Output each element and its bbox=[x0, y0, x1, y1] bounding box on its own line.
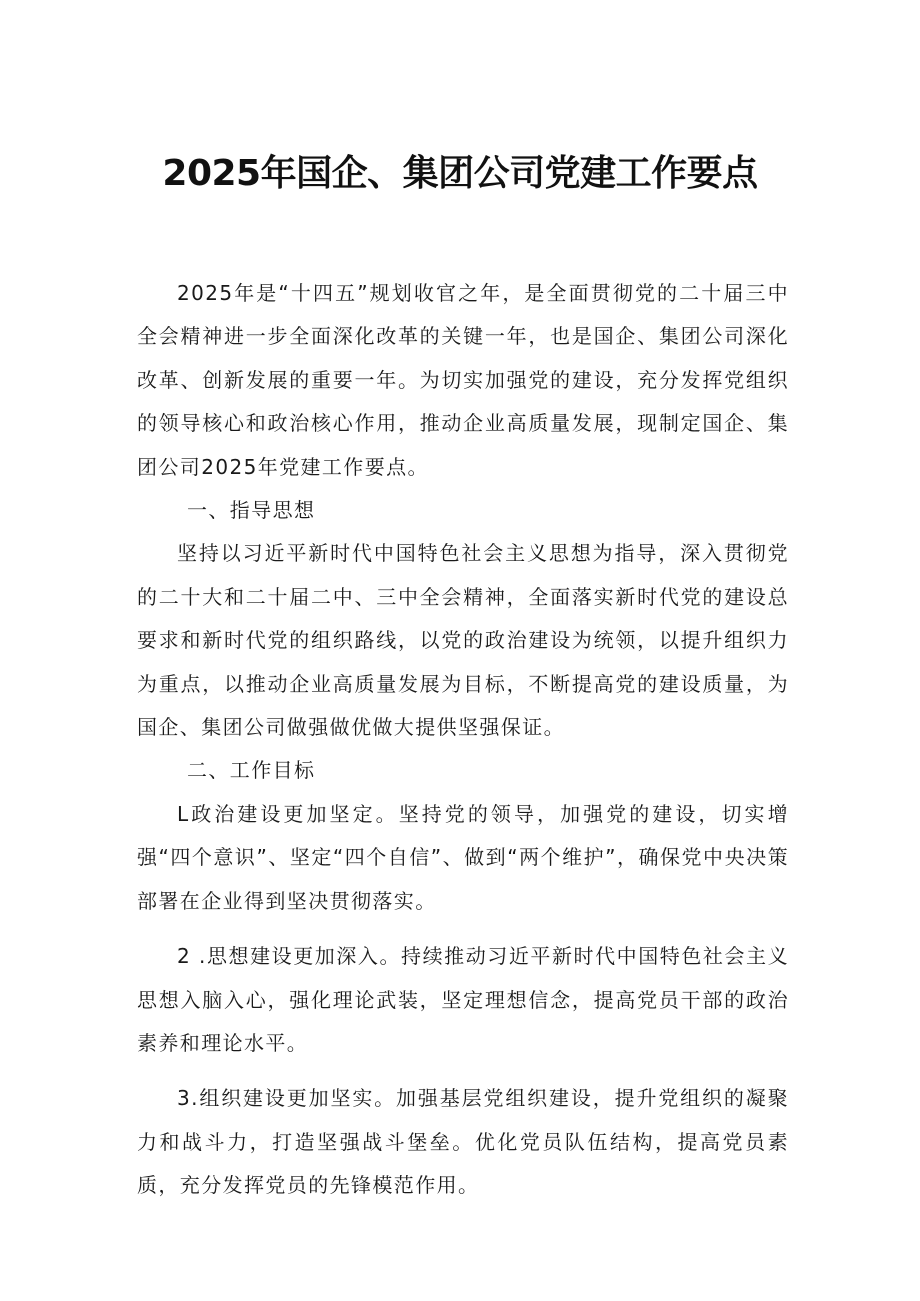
section-heading-work-goals: 二、工作目标 bbox=[187, 758, 316, 783]
goal-item-ideological: 2 .思想建设更加深入。持续推动习近平新时代中国特色社会主义思想入脑入心，强化理论武装，坚定理想信念，提高党员干部的政治素养和理论水平。 bbox=[137, 944, 789, 1055]
document-title: 2025年国企、集团公司党建工作要点 bbox=[162, 153, 758, 194]
guiding-ideology-paragraph: 坚持以习近平新时代中国特色社会主义思想为指导，深入贯彻党的二十大和二十届二中、三中全会精神，全面落实新时代党的建设总要求和新时代党的组织路线，以党的政治建设为统领，以提升组织力为重点，以推动企业高质量发展为目标，不断提高党的建设质量，为国企、集团公司做强做优做大提供坚强保证。 bbox=[137, 541, 789, 740]
goal-item-political: L政治建设更加坚定。坚持党的领导，加强党的建设，切实增强“四个意识”、坚定“四个自信”、做到“两个维护”，确保党中央决策部署在企业得到坚决贯彻落实。 bbox=[137, 801, 789, 913]
intro-paragraph: 2025年是“十四五”规划收官之年，是全面贯彻党的二十届三中全会精神进一步全面深化改革的关键一年，也是国企、集团公司深化改革、创新发展的重要一年。为切实加强党的建设，充分发挥党组织的领导核心和政治核心作用，推动企业高质量发展，现制定国企、集团公司2025年党建工作要点。 bbox=[137, 281, 789, 479]
document-body bbox=[137, 272, 789, 1208]
goal-item-organizational: 3.组织建设更加坚实。加强基层党组织建设，提升党组织的凝聚力和战斗力，打造坚强战斗堡垒。优化党员队伍结构，提高党员素质，充分发挥党员的先锋模范作用。 bbox=[137, 1086, 789, 1198]
section-heading-guiding-ideology: 一、指导思想 bbox=[187, 498, 316, 523]
